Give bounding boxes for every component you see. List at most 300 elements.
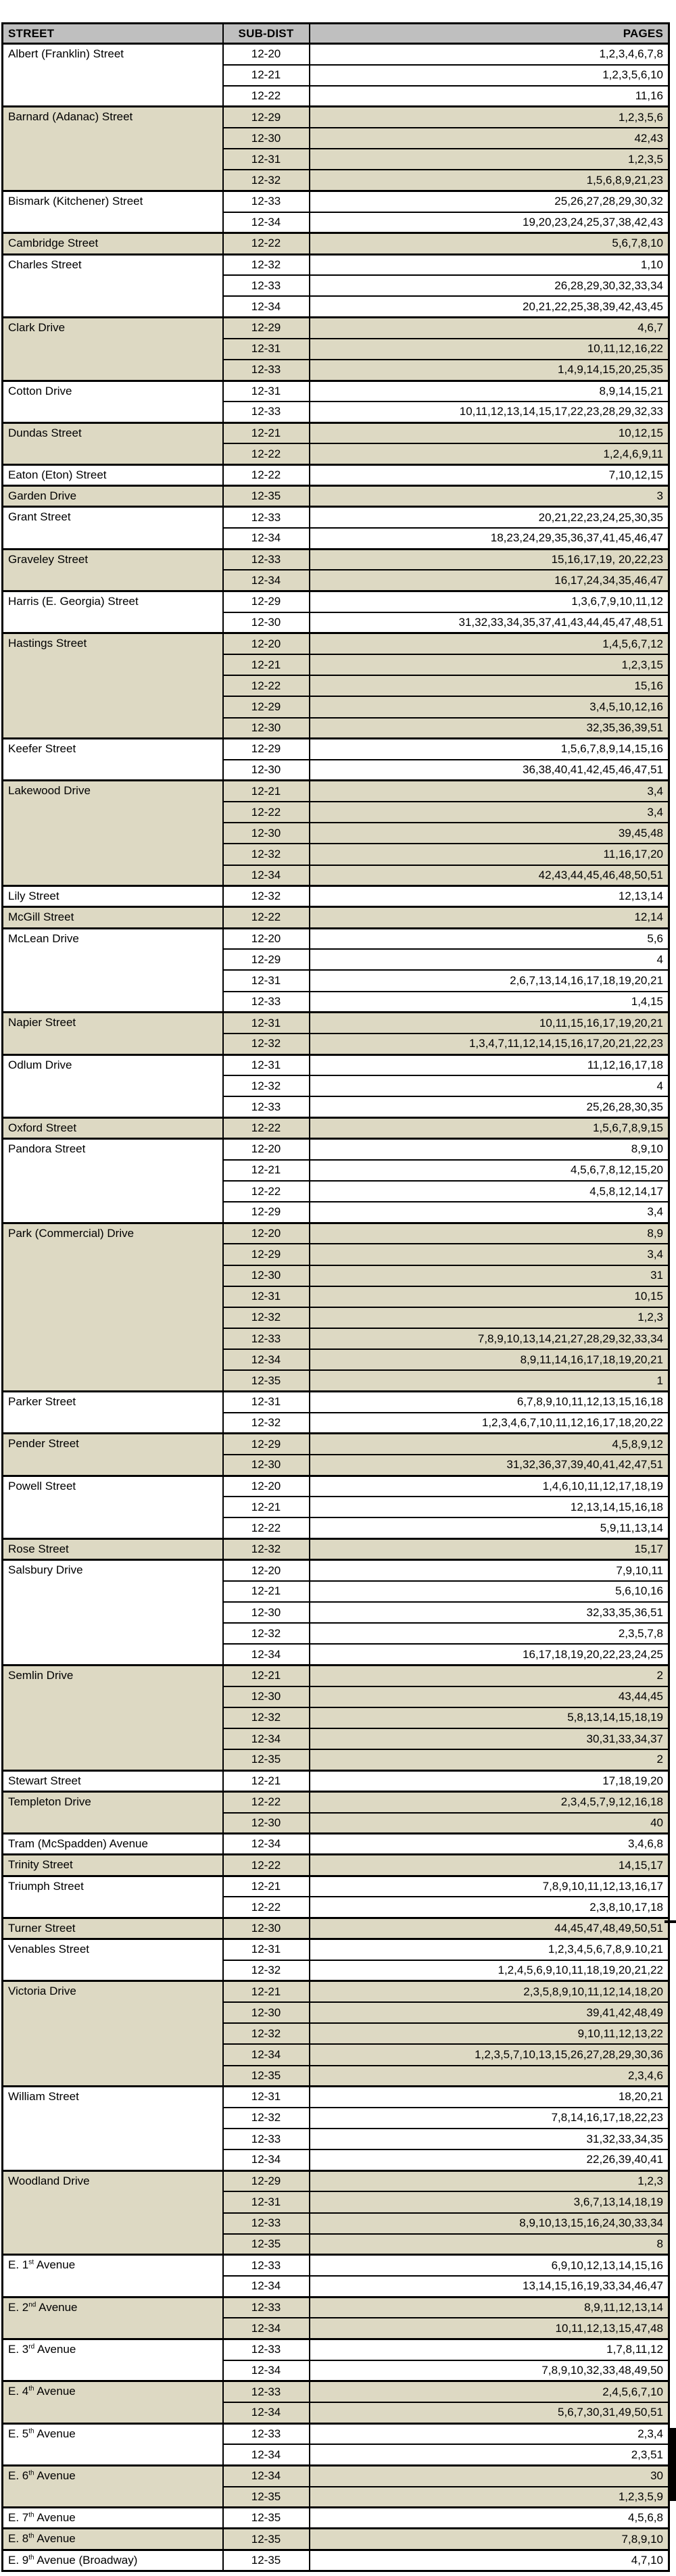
pages-cell: 36,38,40,41,42,45,46,47,51 (310, 760, 669, 781)
pages-cell: 5,9,11,13,14 (310, 1517, 669, 1538)
street-name: Napier Street (8, 1016, 76, 1029)
street-cell (3, 549, 223, 591)
subdist-cell: 12-29 (223, 949, 310, 970)
table-row (3, 191, 669, 212)
pages-cell: 1,2,4,5,6,9,10,11,18,19,20,21,22 (310, 1960, 669, 1981)
pages-cell: 42,43,44,45,46,48,50,51 (310, 865, 669, 886)
subdist-cell: 12-30 (223, 1813, 310, 1834)
pages-cell: 15,17 (310, 1539, 669, 1560)
street-name: Albert (Franklin) Street (8, 47, 124, 60)
pages-cell: 1,2,3,4,6,7,10,11,12,16,17,18,20,22 (310, 1413, 669, 1434)
table-row (3, 381, 669, 402)
subdist-cell: 12-22 (223, 1791, 310, 1812)
street-index-table (1, 22, 670, 2572)
subdist-cell: 12-35 (223, 2066, 310, 2087)
subdist-cell: 12-34 (223, 1728, 310, 1749)
pages-cell: 11,16,17,20 (310, 844, 669, 865)
street-name-suffix: Avenue (34, 2469, 76, 2482)
pages-cell: 2,6,7,13,14,16,17,18,19,20,21 (310, 970, 669, 991)
street-cell (3, 1981, 223, 2087)
subdist-cell: 12-33 (223, 402, 310, 422)
street-name: McLean Drive (8, 931, 79, 945)
subdist-cell: 12-22 (223, 1117, 310, 1138)
table-row (3, 44, 669, 65)
table-row (3, 2381, 669, 2402)
subdist-cell: 12-32 (223, 1623, 310, 1644)
street-cell (3, 381, 223, 422)
subdist-cell: 12-20 (223, 44, 310, 65)
street-cell (3, 1791, 223, 1833)
subdist-cell: 12-35 (223, 2487, 310, 2508)
street-name: E. 8 (8, 2532, 29, 2546)
subdist-cell: 12-32 (223, 2108, 310, 2129)
subdist-cell: 12-30 (223, 823, 310, 844)
subdist-cell: 12-34 (223, 1349, 310, 1370)
pages-cell: 4,6,7 (310, 318, 669, 339)
subdist-cell: 12-31 (223, 1286, 310, 1307)
street-name: Parker Street (8, 1395, 76, 1408)
subdist-cell: 12-22 (223, 86, 310, 107)
subdist-cell: 12-21 (223, 1666, 310, 1686)
street-cell (3, 591, 223, 633)
table-row (3, 1392, 669, 1413)
street-cell (3, 1855, 223, 1876)
pages-cell: 14,15,17 (310, 1855, 669, 1876)
street-name: E. 7 (8, 2511, 29, 2525)
street-name: Odlum Drive (8, 1058, 72, 1071)
subdist-cell: 12-22 (223, 675, 310, 696)
pages-cell: 3 (310, 486, 669, 507)
street-name: Victoria Drive (8, 1985, 76, 1998)
table-row (3, 2297, 669, 2318)
table-row (3, 486, 669, 507)
pages-cell: 1,2,3,5,7,10,13,15,26,27,28,29,30,36 (310, 2044, 669, 2065)
pages-cell: 1,4,5,6,7,12 (310, 633, 669, 654)
street-name: E. 5 (8, 2427, 29, 2440)
street-cell (3, 2508, 223, 2529)
pages-cell: 1,4,6,10,11,12,17,18,19 (310, 1476, 669, 1497)
subdist-cell: 12-32 (223, 1539, 310, 1560)
street-name: Park (Commercial) Drive (8, 1226, 135, 1240)
street-cell (3, 1139, 223, 1223)
street-name: Semlin Drive (8, 1669, 74, 1682)
street-cell (3, 1434, 223, 1476)
subdist-cell: 12-31 (223, 2191, 310, 2212)
street-name: Woodland Drive (8, 2174, 90, 2187)
subdist-cell: 12-22 (223, 1181, 310, 1202)
street-name: E. 4 (8, 2385, 29, 2398)
subdist-cell: 12-31 (223, 2087, 310, 2108)
pages-cell: 3,4,6,8 (310, 1834, 669, 1855)
table-row (3, 2550, 669, 2571)
pages-cell: 1,2,3,5,6 (310, 107, 669, 128)
street-cell (3, 1476, 223, 1538)
table-row (3, 2423, 669, 2444)
street-cell (3, 2550, 223, 2571)
pages-cell: 1,3,4,7,11,12,14,15,16,17,20,21,22,23 (310, 1034, 669, 1054)
pages-cell: 3,6,7,13,14,18,19 (310, 2191, 669, 2212)
table-row (3, 739, 669, 760)
street-name-suffix: Avenue (Broadway) (34, 2553, 138, 2567)
subdist-cell: 12-22 (223, 465, 310, 486)
table-row (3, 907, 669, 928)
pages-cell: 15,16 (310, 675, 669, 696)
table-row (3, 233, 669, 254)
pages-cell: 39,45,48 (310, 823, 669, 844)
street-cell (3, 1560, 223, 1666)
subdist-cell: 12-29 (223, 1434, 310, 1455)
table-row (3, 1054, 669, 1075)
ordinal-suffix: rd (28, 2343, 35, 2351)
street-name: Oxford Street (8, 1121, 77, 1134)
street-cell (3, 886, 223, 907)
street-cell (3, 1666, 223, 1771)
street-name: E. 2 (8, 2300, 29, 2314)
street-name-suffix: Avenue (34, 2258, 76, 2272)
street-name: E. 6 (8, 2469, 29, 2482)
street-name: Eaton (Eton) Street (8, 468, 107, 482)
subdist-cell: 12-20 (223, 633, 310, 654)
pages-cell: 43,44,45 (310, 1686, 669, 1707)
street-cell (3, 1834, 223, 1855)
table-row (3, 2255, 669, 2276)
table-row (3, 1981, 669, 2002)
subdist-cell: 12-33 (223, 191, 310, 212)
pages-cell: 6,9,10,12,13,14,15,16 (310, 2255, 669, 2276)
subdist-cell: 12-21 (223, 1876, 310, 1897)
pages-cell: 26,28,29,30,32,33,34 (310, 275, 669, 296)
pages-cell: 1,2,3 (310, 2170, 669, 2191)
street-cell (3, 1392, 223, 1434)
subdist-cell: 12-33 (223, 992, 310, 1013)
subdist-cell: 12-21 (223, 1770, 310, 1791)
street-name: Grant Street (8, 510, 71, 524)
subdist-cell: 12-35 (223, 1370, 310, 1391)
street-name-suffix: Avenue (34, 2427, 76, 2440)
pages-cell: 8,9,14,15,21 (310, 381, 669, 402)
pages-cell: 8,9,11,14,16,17,18,19,20,21 (310, 1349, 669, 1370)
pages-cell: 2,3,8,10,17,18 (310, 1897, 669, 1918)
street-name: Barnard (Adanac) Street (8, 110, 133, 124)
pages-cell: 25,26,27,28,29,30,32 (310, 191, 669, 212)
ordinal-suffix: th (28, 2385, 34, 2393)
subdist-cell: 12-20 (223, 928, 310, 949)
pages-cell: 2,3,5,7,8 (310, 1623, 669, 1644)
pages-cell: 2,4,5,6,7,10 (310, 2381, 669, 2402)
street-name-suffix: Avenue (34, 2532, 76, 2546)
table-row (3, 254, 669, 275)
subdist-cell: 12-30 (223, 612, 310, 633)
subdist-cell: 12-21 (223, 1981, 310, 2002)
street-name: Stewart Street (8, 1774, 81, 1787)
pages-cell: 1,5,6,7,8,9,15 (310, 1117, 669, 1138)
street-cell (3, 1918, 223, 1939)
table-row (3, 1666, 669, 1686)
subdist-cell: 12-30 (223, 1602, 310, 1623)
subdist-cell: 12-31 (223, 1392, 310, 1413)
street-name: Keefer Street (8, 742, 76, 756)
pages-cell: 1,2,3,5,9 (310, 2487, 669, 2508)
col-header-pages: PAGES (310, 24, 669, 44)
subdist-cell: 12-34 (223, 2402, 310, 2423)
table-row (3, 591, 669, 612)
street-cell (3, 2529, 223, 2550)
street-name: Pandora Street (8, 1142, 86, 1156)
street-cell (3, 422, 223, 464)
street-cell (3, 2170, 223, 2255)
pages-cell: 1,7,8,11,12 (310, 2339, 669, 2360)
pages-cell: 5,6 (310, 928, 669, 949)
street-cell (3, 44, 223, 107)
subdist-cell: 12-33 (223, 1096, 310, 1117)
pages-cell: 1,4,9,14,15,20,25,35 (310, 360, 669, 381)
pages-cell: 42,43 (310, 128, 669, 149)
pages-cell: 20,21,22,23,24,25,30,35 (310, 507, 669, 528)
subdist-cell: 12-21 (223, 654, 310, 675)
pages-cell: 6,7,8,9,10,11,12,13,15,16,18 (310, 1392, 669, 1413)
subdist-cell: 12-31 (223, 970, 310, 991)
subdist-cell: 12-35 (223, 2508, 310, 2529)
pages-cell: 3,4,5,10,12,16 (310, 696, 669, 717)
street-cell (3, 2255, 223, 2297)
subdist-cell: 12-33 (223, 2129, 310, 2149)
subdist-cell: 12-33 (223, 2297, 310, 2318)
pages-cell: 1,2,4,6,9,11 (310, 443, 669, 464)
pages-cell: 2,3,4,6 (310, 2066, 669, 2087)
pages-cell: 19,20,23,24,25,37,38,42,43 (310, 212, 669, 233)
subdist-cell: 12-33 (223, 507, 310, 528)
pages-cell: 15,16,17,19, 20,22,23 (310, 549, 669, 570)
table-row (3, 1855, 669, 1876)
pages-cell: 22,26,39,40,41 (310, 2149, 669, 2170)
ordinal-suffix: nd (28, 2301, 37, 2309)
street-name: Pender Street (8, 1437, 79, 1451)
street-name: Tram (McSpadden) Avenue (8, 1837, 148, 1851)
pages-cell: 4,5,8,9,12 (310, 1434, 669, 1455)
table-row (3, 1560, 669, 1581)
street-cell (3, 465, 223, 486)
pages-cell: 4,5,6,7,8,12,15,20 (310, 1160, 669, 1181)
pages-cell: 11,16 (310, 86, 669, 107)
subdist-cell: 12-34 (223, 212, 310, 233)
subdist-cell: 12-31 (223, 149, 310, 170)
pages-cell: 3,4 (310, 802, 669, 823)
subdist-cell: 12-29 (223, 107, 310, 128)
table-row (3, 549, 669, 570)
pages-cell: 12,13,14,15,16,18 (310, 1497, 669, 1517)
subdist-cell: 12-35 (223, 1749, 310, 1770)
pages-cell: 32,33,35,36,51 (310, 1602, 669, 1623)
subdist-cell: 12-33 (223, 2381, 310, 2402)
table-row (3, 465, 669, 486)
subdist-cell: 12-22 (223, 233, 310, 254)
subdist-cell: 12-21 (223, 1497, 310, 1517)
pages-cell: 4 (310, 1075, 669, 1096)
pages-cell: 16,17,18,19,20,22,23,24,25 (310, 1644, 669, 1665)
table-row (3, 1939, 669, 1960)
pages-cell: 3,4 (310, 1202, 669, 1223)
street-name: Salsbury Drive (8, 1563, 83, 1577)
subdist-cell: 12-33 (223, 275, 310, 296)
pages-cell: 11,12,16,17,18 (310, 1054, 669, 1075)
street-name: E. 1 (8, 2258, 29, 2272)
ordinal-suffix: th (28, 2553, 34, 2561)
street-name: Rose Street (8, 1542, 69, 1556)
pages-cell: 13,14,15,16,19,33,34,46,47 (310, 2276, 669, 2297)
subdist-cell: 12-29 (223, 2170, 310, 2191)
subdist-cell: 12-34 (223, 2465, 310, 2486)
street-name: McGill Street (8, 910, 74, 924)
table-row (3, 1539, 669, 1560)
street-cell (3, 633, 223, 739)
table-row (3, 1770, 669, 1791)
street-name: Bismark (Kitchener) Street (8, 195, 143, 208)
pages-cell: 10,11,12,16,22 (310, 339, 669, 360)
subdist-cell: 12-33 (223, 2255, 310, 2276)
pages-cell: 39,41,42,48,49 (310, 2002, 669, 2023)
ordinal-suffix: th (28, 2511, 34, 2519)
subdist-cell: 12-34 (223, 296, 310, 317)
pages-cell: 18,23,24,29,35,36,37,41,45,46,47 (310, 528, 669, 549)
subdist-cell: 12-33 (223, 360, 310, 381)
table-row (3, 1834, 669, 1855)
table-row (3, 2087, 669, 2108)
pages-cell: 2 (310, 1749, 669, 1770)
street-cell (3, 1770, 223, 1791)
table-row (3, 318, 669, 339)
subdist-cell: 12-32 (223, 1307, 310, 1328)
subdist-cell: 12-33 (223, 2213, 310, 2234)
pages-cell: 1,2,3,15 (310, 654, 669, 675)
street-cell (3, 2297, 223, 2339)
subdist-cell: 12-34 (223, 528, 310, 549)
pages-cell: 10,11,15,16,17,19,20,21 (310, 1013, 669, 1034)
table-row (3, 2508, 669, 2529)
pages-cell: 1,2,3,5,6,10 (310, 65, 669, 86)
street-name: Triumph Street (8, 1879, 84, 1893)
subdist-cell: 12-30 (223, 760, 310, 781)
pages-cell: 1 (310, 1370, 669, 1391)
subdist-cell: 12-22 (223, 907, 310, 928)
subdist-cell: 12-31 (223, 381, 310, 402)
street-name: Lakewood Drive (8, 784, 91, 798)
pages-cell: 12,14 (310, 907, 669, 928)
street-name: William Street (8, 2090, 79, 2104)
street-name: Cotton Drive (8, 384, 72, 397)
street-cell (3, 107, 223, 191)
pages-cell: 10,12,15 (310, 422, 669, 443)
street-name: Turner Street (8, 1921, 76, 1935)
street-name: Dundas Street (8, 426, 82, 439)
table-row (3, 507, 669, 528)
pages-cell: 4,5,8,12,14,17 (310, 1181, 669, 1202)
subdist-cell: 12-35 (223, 2234, 310, 2255)
subdist-cell: 12-29 (223, 1202, 310, 1223)
subdist-cell: 12-32 (223, 844, 310, 865)
subdist-cell: 12-32 (223, 1707, 310, 1728)
ordinal-suffix: th (28, 2427, 34, 2435)
pages-cell: 1,4,15 (310, 992, 669, 1013)
pages-cell: 30 (310, 2465, 669, 2486)
street-cell (3, 1223, 223, 1391)
table-row (3, 633, 669, 654)
pages-cell: 2,3,4 (310, 2423, 669, 2444)
subdist-cell: 12-33 (223, 2423, 310, 2444)
subdist-cell: 12-34 (223, 1834, 310, 1855)
table-row (3, 1117, 669, 1138)
pages-cell: 3,4 (310, 1244, 669, 1265)
table-row (3, 2339, 669, 2360)
table-row (3, 2170, 669, 2191)
street-name: Graveley Street (8, 552, 89, 566)
street-name: Lily Street (8, 890, 59, 903)
pages-cell: 7,8,9,10,13,14,21,27,28,29,32,33,34 (310, 1328, 669, 1349)
subdist-cell: 12-32 (223, 886, 310, 907)
pages-cell: 1,2,3 (310, 1307, 669, 1328)
subdist-cell: 12-21 (223, 781, 310, 802)
pages-cell: 20,21,22,25,38,39,42,43,45 (310, 296, 669, 317)
pages-cell: 10,11,12,13,14,15,17,22,23,28,29,32,33 (310, 402, 669, 422)
subdist-cell: 12-33 (223, 549, 310, 570)
street-cell (3, 907, 223, 928)
subdist-cell: 12-29 (223, 739, 310, 760)
subdist-cell: 12-21 (223, 65, 310, 86)
ordinal-suffix: th (28, 2532, 34, 2540)
subdist-cell: 12-30 (223, 128, 310, 149)
street-name: Garden Drive (8, 489, 77, 503)
street-name: Trinity Street (8, 1858, 73, 1872)
pages-cell: 4 (310, 949, 669, 970)
subdist-cell: 12-22 (223, 443, 310, 464)
pages-cell: 2,3,51 (310, 2444, 669, 2465)
pages-cell: 12,13,14 (310, 886, 669, 907)
street-cell (3, 1876, 223, 1918)
pages-cell: 10,11,12,13,15,47,48 (310, 2318, 669, 2339)
pages-cell: 7,8,9,10,32,33,48,49,50 (310, 2360, 669, 2381)
subdist-cell: 12-22 (223, 802, 310, 823)
subdist-cell: 12-34 (223, 865, 310, 886)
street-cell (3, 2381, 223, 2423)
pages-cell: 7,8,14,16,17,18,22,23 (310, 2108, 669, 2129)
subdist-cell: 12-32 (223, 1413, 310, 1434)
table-row (3, 1434, 669, 1455)
street-name-suffix: Avenue (34, 2511, 76, 2525)
header-row (3, 24, 669, 44)
subdist-cell: 12-22 (223, 1517, 310, 1538)
table-row (3, 1139, 669, 1160)
pages-cell: 8,9,10 (310, 1139, 669, 1160)
table-row (3, 781, 669, 802)
pages-cell: 2,3,5,8,9,10,11,12,14,18,20 (310, 1981, 669, 2002)
pages-cell: 4,7,10 (310, 2550, 669, 2571)
subdist-cell: 12-32 (223, 170, 310, 191)
table-row (3, 1791, 669, 1812)
subdist-cell: 12-32 (223, 2023, 310, 2044)
street-name-suffix: Avenue (34, 2343, 76, 2356)
street-name: Hastings Street (8, 637, 87, 650)
street-name: Powell Street (8, 1479, 76, 1492)
subdist-cell: 12-34 (223, 2444, 310, 2465)
pages-cell: 1,2,3,5 (310, 149, 669, 170)
subdist-cell: 12-34 (223, 2044, 310, 2065)
subdist-cell: 12-32 (223, 254, 310, 275)
street-cell (3, 2465, 223, 2507)
subdist-cell: 12-34 (223, 2360, 310, 2381)
subdist-cell: 12-31 (223, 339, 310, 360)
pages-cell: 16,17,24,34,35,46,47 (310, 570, 669, 591)
subdist-cell: 12-30 (223, 1686, 310, 1707)
subdist-cell: 12-30 (223, 1918, 310, 1939)
